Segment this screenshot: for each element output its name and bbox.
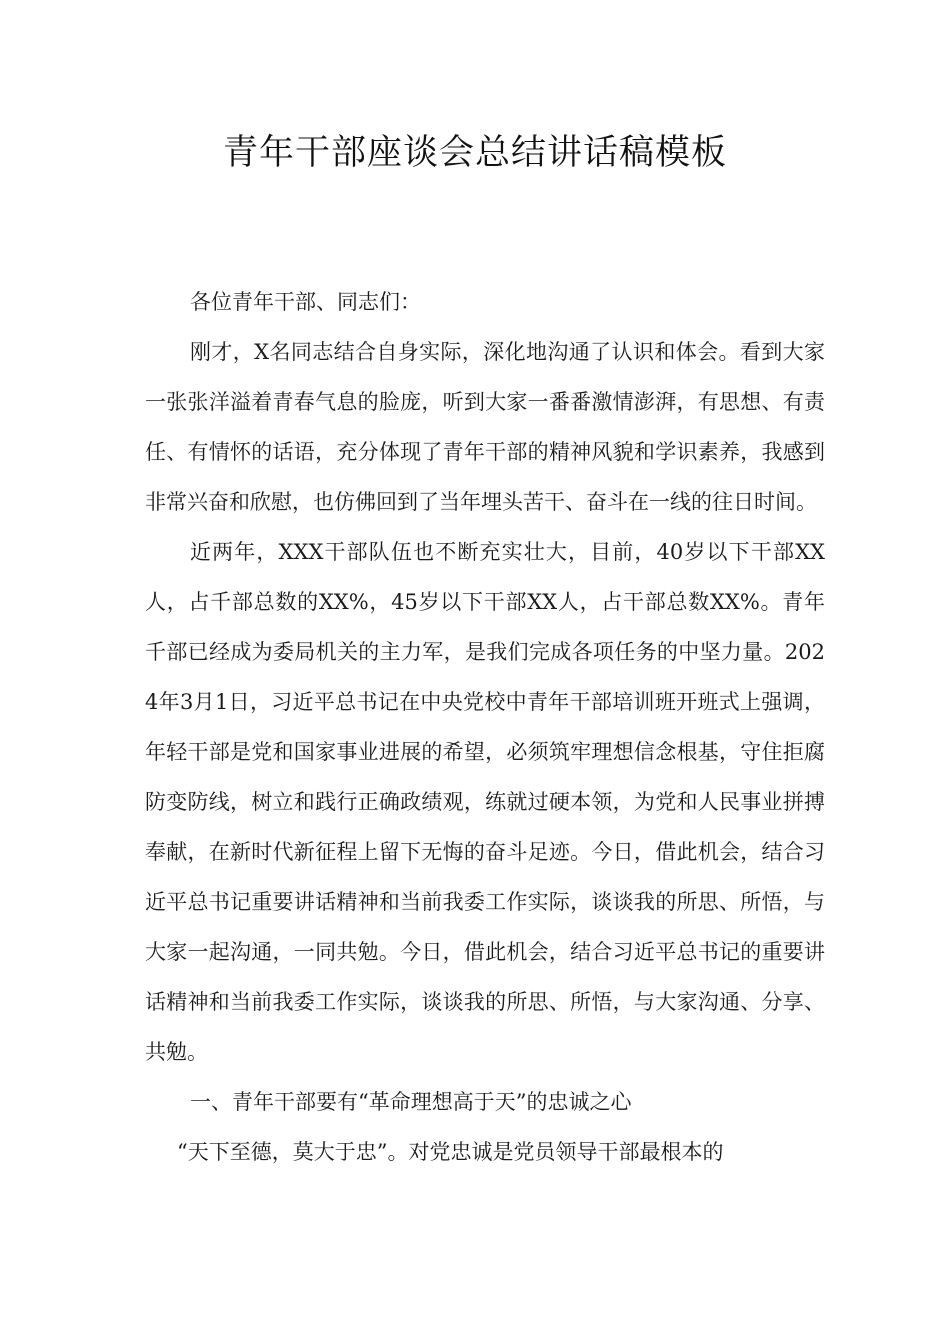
salutation: 各位青年干部、同志们： bbox=[190, 290, 421, 314]
section-heading: 一、青年干部要有“革命理想高于天”的忠诚之心 bbox=[190, 1090, 632, 1114]
document-title: 青年干部座谈会总结讲话稿模板 bbox=[222, 133, 727, 173]
section-paragraph: “天下至德，莫大于忠”。对党忠诚是党员领导干部最根本的 bbox=[177, 1140, 724, 1164]
paragraph-opening: 刚才，X名同志结合自身实际，深化地沟通了认识和体会。看到大家一张张洋溢着青春气息的脸庞，听到大家一番番激情澎湃，有思想、有责任、有情怀的话语，充分体现了青年干部的精神风貌和学识素养，我感到非常兴奋和欣慰，也仿佛回到了当年埋头苦干、奋斗在一线的往日时间。 bbox=[145, 340, 825, 514]
document-body bbox=[145, 277, 825, 1177]
paragraph-cadre-overview: 近两年，XXX干部队伍也不断充实壮大，目前，40岁以下干部XX人，占千部总数的XX%，45岁以下干部XX人，占干部总数XX%。青年千部已经成为委局机关的主力军，是我们完成各项任务的中坚力量。2024年3月1日，习近平总书记在中央党校中青年干部培训班开班式上强调，年轻干部是党和国家事业进展的希望，必须筑牢理想信念根基，守住拒腐防变防线，树立和践行正确政绩观，练就过硬本领，为党和人民事业拼搏奉献，在新时代新征程上留下无悔的奋斗足迹。今日，借此机会，结合习近平总书记重要讲话精神和当前我委工作实际，谈谈我的所思、所悟，与大家一起沟通，一同共勉。今日，借此机会，结合习近平总书记的重要讲话精神和当前我委工作实际，谈谈我的所思、所悟，与大家沟通、分享、共勉。 bbox=[145, 540, 825, 1064]
